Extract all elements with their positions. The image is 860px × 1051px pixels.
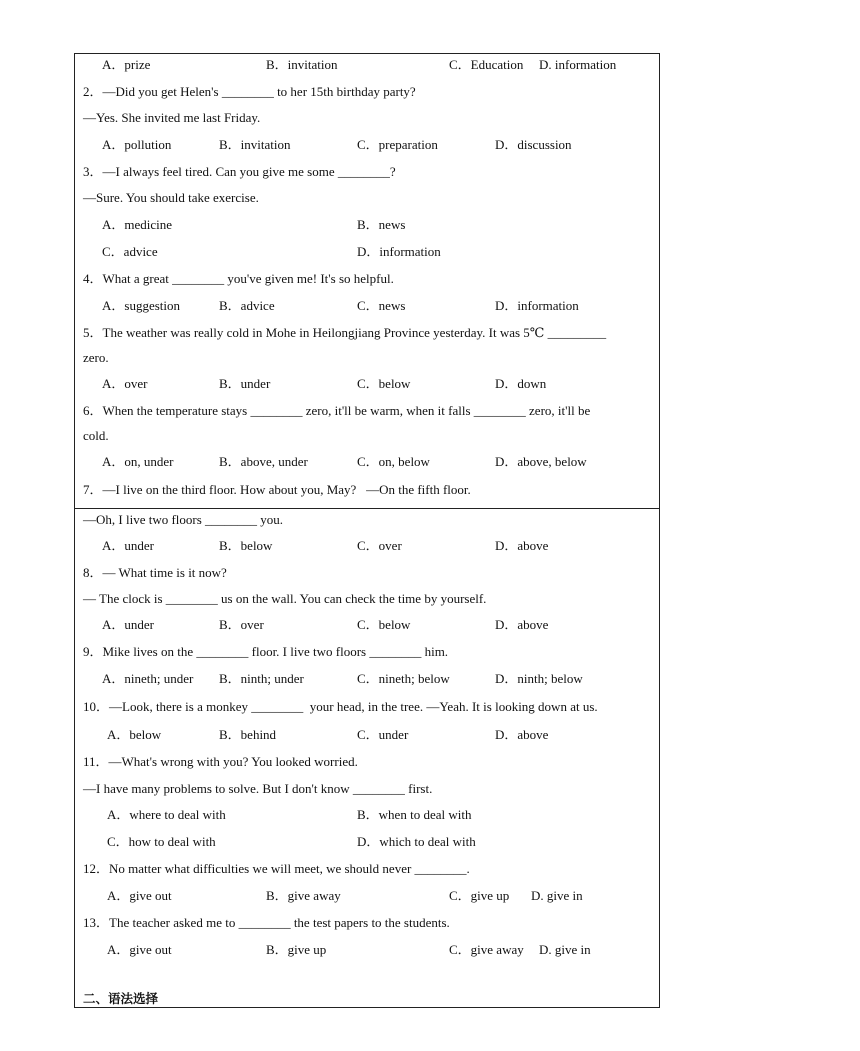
q6-option-d: D．above, below [495,454,587,469]
q12-option-d: D. give in [531,888,583,903]
q11-reply: —I have many problems to solve. But I don't know ________ first. [83,781,433,796]
q2-option-a: A．pollution [102,137,172,152]
q5-option-c: C．below [357,376,411,391]
q2-stem: 2．—Did you get Helen's ________ to her 15th birthday party? [83,84,416,99]
q7-option-b: B．below [219,538,273,553]
q13-option-a: A．give out [107,942,172,957]
q1-option-a: A．prize [102,57,151,72]
q12-option-c: C．give up [449,888,510,903]
q9-option-c: C．nineth; below [357,671,450,686]
q11-option-a: A．where to deal with [107,807,226,822]
q10-option-d: D．above [495,727,549,742]
q7-option-a: A．under [102,538,154,553]
q7-option-d: D．above [495,538,549,553]
q3-option-b: B．news [357,217,406,232]
q10-option-c: C．under [357,727,409,742]
q12-option-b: B．give away [266,888,341,903]
q11-option-c: C．how to deal with [107,834,216,849]
q6-option-a: A．on, under [102,454,174,469]
q9-option-d: D．ninth; below [495,671,583,686]
q8-option-c: C．below [357,617,411,632]
q4-stem: 4．What a great ________ you've given me! It's so helpful. [83,271,394,286]
q4-option-b: B．advice [219,298,275,313]
q6-stem: 6．When the temperature stays ________ zero, it'll be warm, when it falls ________ zero, it'll be [83,403,591,418]
q8-option-d: D．above [495,617,549,632]
q8-option-b: B．over [219,617,264,632]
q12-option-a: A．give out [107,888,172,903]
q11-option-b: B．when to deal with [357,807,472,822]
q6-option-b: B．above, under [219,454,308,469]
q9-option-a: A．nineth; under [102,671,194,686]
q7-stem: 7．—I live on the third floor. How about you, May? —On the fifth floor. [83,482,471,497]
q10-stem: 10．—Look, there is a monkey ________ your head, in the tree. —Yeah. It is looking down at us. [83,699,598,714]
q12-stem: 12．No matter what difficulties we will meet, we should never ________. [83,861,470,876]
q2-reply: —Yes. She invited me last Friday. [83,110,261,125]
q5-stem: 5．The weather was really cold in Mohe in Heilongjiang Province yesterday. It was 5℃ _________ [83,325,607,340]
q9-option-b: B．ninth; under [219,671,304,686]
q8-stem: 8．— What time is it now? [83,565,227,580]
q5-stem-cont: zero. [83,350,109,365]
q13-stem: 13．The teacher asked me to ________ the test papers to the students. [83,915,450,930]
q1-option-c: C．Education [449,57,524,72]
q11-stem: 11．—What's wrong with you? You looked worried. [83,754,358,769]
q13-option-c: C．give away [449,942,524,957]
q4-option-c: C．news [357,298,406,313]
q5-option-d: D．down [495,376,547,391]
q8-reply: — The clock is ________ us on the wall. You can check the time by yourself. [83,591,487,606]
q6-option-c: C．on, below [357,454,430,469]
document-frame [74,53,660,1008]
q13-option-b: B．give up [266,942,327,957]
page-divider [75,508,659,509]
q10-option-b: B．behind [219,727,277,742]
q13-option-d: D. give in [539,942,591,957]
q1-option-b: B．invitation [266,57,338,72]
q5-option-b: B．under [219,376,271,391]
q2-option-b: B．invitation [219,137,291,152]
q5-option-a: A．over [102,376,148,391]
q4-option-a: A．suggestion [102,298,181,313]
q2-option-c: C．preparation [357,137,438,152]
q1-option-d: D. information [539,57,617,72]
q10-option-a: A．below [107,727,162,742]
q3-option-a: A．medicine [102,217,173,232]
q3-option-c: C．advice [102,244,158,259]
q6-stem-cont: cold. [83,428,109,443]
q3-option-d: D．information [357,244,441,259]
q8-option-a: A．under [102,617,154,632]
q9-stem: 9．Mike lives on the ________ floor. I live two floors ________ him. [83,644,449,659]
q7-reply: —Oh, I live two floors ________ you. [83,512,284,527]
q4-option-d: D．information [495,298,579,313]
q11-option-d: D．which to deal with [357,834,476,849]
q7-option-c: C．over [357,538,402,553]
q3-reply: —Sure. You should take exercise. [83,190,259,205]
q3-stem: 3．—I always feel tired. Can you give me some ________? [83,164,396,179]
q2-option-d: D．discussion [495,137,572,152]
section-title: 二、语法选择 [83,991,159,1006]
